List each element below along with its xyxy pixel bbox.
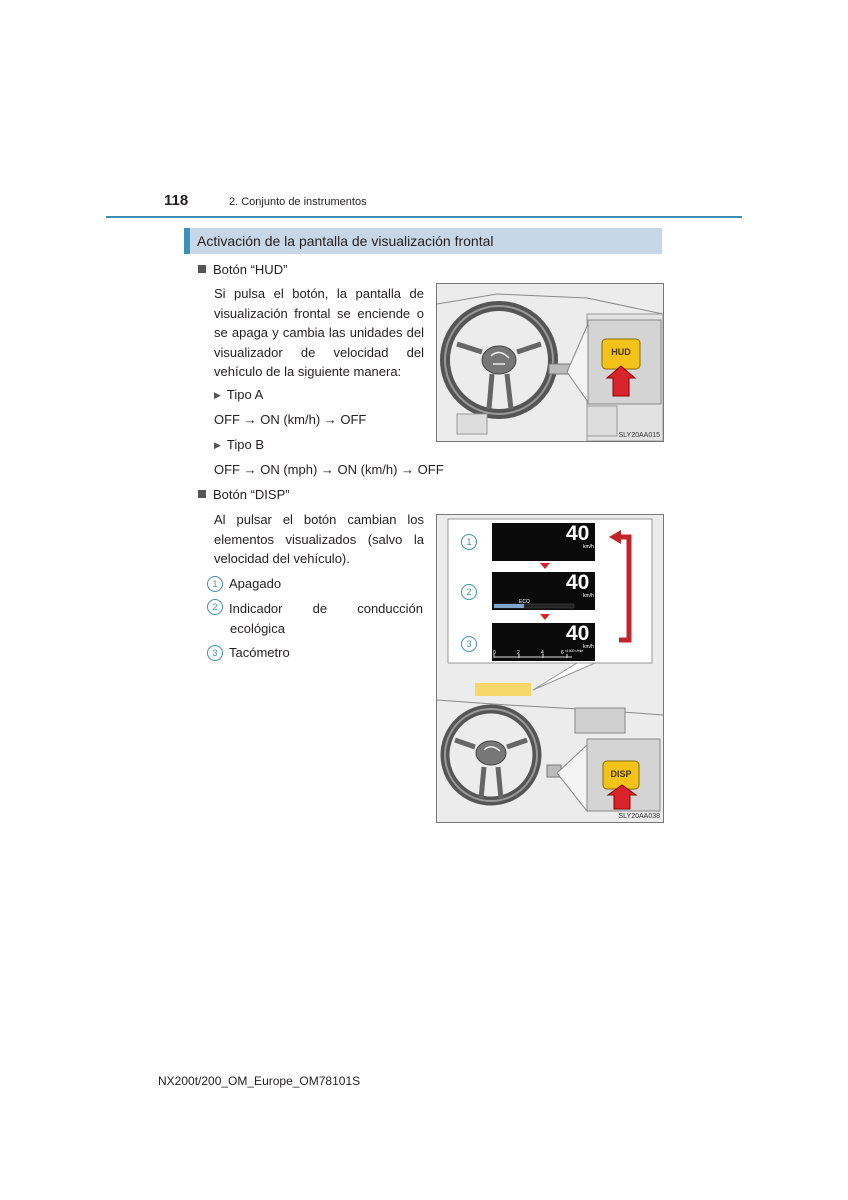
list-item-text-cont: ecológica [230, 621, 285, 636]
hud-button: HUD [611, 347, 631, 357]
type-a-label [214, 387, 263, 402]
disp-heading-text: Botón “DISP” [213, 487, 290, 502]
hud-heading [198, 262, 287, 277]
disp-para-line: elementos visualizados (salvo la [214, 531, 424, 547]
hud-para-line: visualización frontal se enciende o [214, 305, 424, 321]
speed-unit: km/h [583, 544, 594, 550]
section-title: Activación de la pantalla de visualización frontal [197, 233, 494, 249]
tach-tick: 6 [561, 650, 564, 656]
chapter-title: 2. Conjunto de instrumentos [229, 196, 367, 208]
circled-number: 2 [461, 584, 477, 600]
disp-button: DISP [610, 769, 632, 779]
type-a-text: Tipo A [226, 387, 264, 402]
circled-number: 1 [461, 534, 477, 550]
circled-number: 2 [207, 599, 223, 615]
disp-para-line: Al pulsar el botón cambian los [214, 512, 424, 527]
hud-para-line: se apaga y cambia las unidades del [214, 325, 424, 340]
type-b-sequence: OFF → ON (mph) → ON (km/h) → OFF [214, 462, 444, 477]
speed-unit: km/h [583, 644, 594, 650]
list-item [207, 643, 290, 663]
square-bullet-icon [198, 265, 206, 273]
disp-para-line: velocidad del vehículo). [214, 551, 350, 566]
disp-paragraph [214, 510, 424, 569]
speed-readout: 40 [566, 571, 590, 594]
circled-number: 3 [461, 636, 477, 652]
triangle-bullet-icon: ▶ [214, 390, 221, 400]
triangle-bullet-icon: ▶ [214, 440, 221, 450]
circled-number: 3 [207, 645, 223, 661]
section-heading-bar [184, 228, 662, 254]
hud-para-line: vehículo de la siguiente manera: [214, 364, 402, 379]
tach-tick: 2 [517, 650, 520, 656]
figure-code: SLY20AA015 [618, 432, 660, 439]
hud-para-line: visualizador de velocidad del [214, 344, 424, 360]
header-rule [106, 216, 742, 218]
square-bullet-icon [198, 490, 206, 498]
speed-unit: km/h [583, 593, 594, 599]
list-item-text: Tacómetro [229, 645, 290, 660]
list-item [207, 574, 281, 594]
type-a-sequence: OFF → ON (km/h) → OFF [214, 412, 367, 427]
rpm-label: x1000 r/min [565, 649, 584, 653]
circled-number: 1 [207, 576, 223, 592]
hud-heading-text: Botón “HUD” [213, 262, 288, 277]
figure-code: SLY20AA038 [618, 813, 660, 820]
type-b-label [214, 437, 264, 452]
speed-readout: 40 [566, 522, 590, 545]
steering-wheel-illustration [437, 284, 663, 441]
hud-para-line: Si pulsa el botón, la pantalla de [214, 286, 424, 301]
list-item-text: Apagado [229, 576, 282, 591]
tach-tick: 4 [541, 650, 544, 656]
type-b-text: Tipo B [226, 437, 265, 452]
section-tab [184, 228, 190, 254]
list-item [207, 599, 423, 639]
hud-button-figure [436, 283, 664, 442]
disp-heading [198, 487, 290, 502]
disp-button-figure [436, 514, 664, 823]
speed-readout: 40 [566, 622, 590, 645]
hud-paragraph [214, 284, 424, 382]
tach-tick: 0 [493, 650, 496, 656]
eco-label: ECO [519, 599, 530, 605]
page-number: 118 [164, 192, 189, 209]
footer-code: NX200t/200_OM_Europe_OM78101S [158, 1074, 361, 1088]
list-item-text: Indicador de conducción [229, 601, 423, 616]
